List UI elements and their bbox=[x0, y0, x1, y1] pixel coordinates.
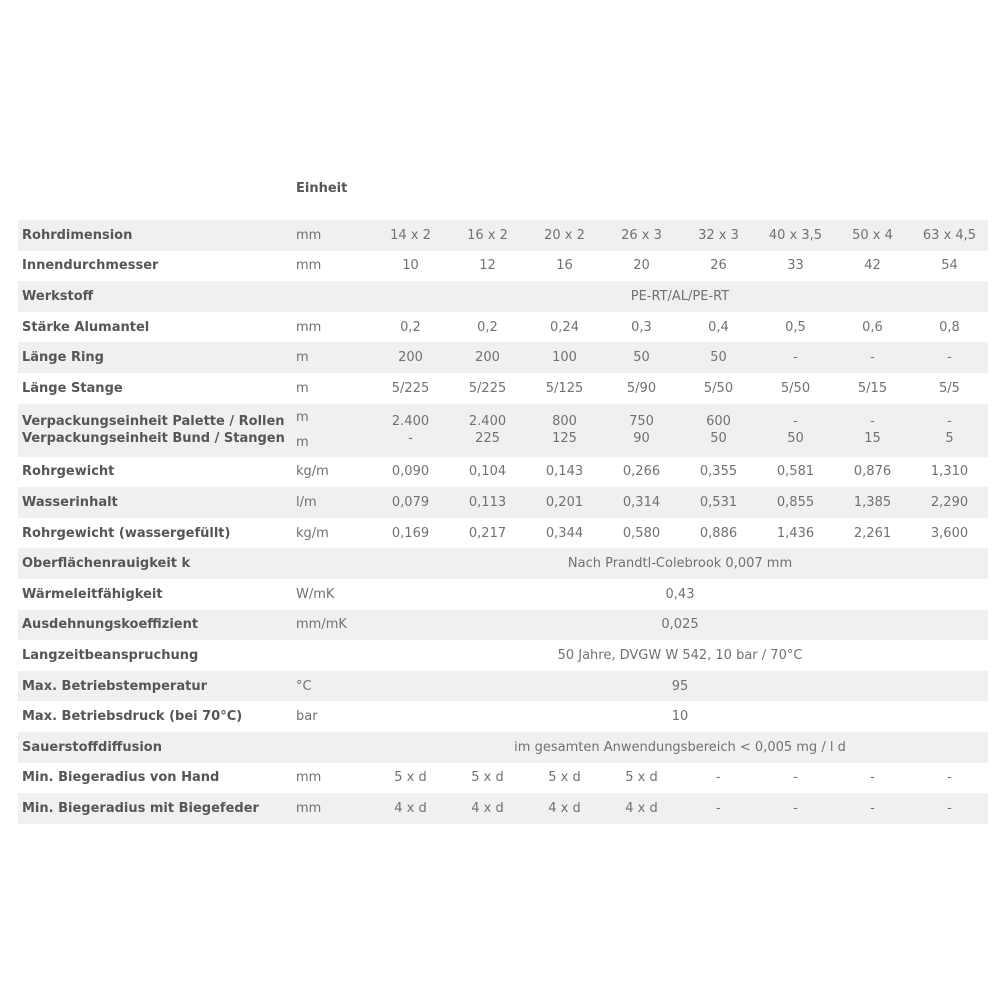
table-row bbox=[18, 793, 988, 824]
cell-value bbox=[911, 251, 988, 282]
cell-value bbox=[911, 487, 988, 518]
span-value bbox=[372, 548, 988, 579]
row-unit bbox=[292, 373, 372, 404]
row-unit bbox=[292, 793, 372, 824]
cell-value bbox=[372, 251, 449, 282]
row-label bbox=[18, 312, 292, 343]
row-unit-text: m bbox=[296, 409, 309, 425]
table-row bbox=[18, 404, 988, 457]
row-label bbox=[18, 404, 292, 457]
row-label bbox=[18, 671, 292, 702]
cell-value-text: 0,314 bbox=[622, 494, 661, 510]
cell-value bbox=[526, 487, 603, 518]
row-unit-text: m bbox=[296, 434, 309, 450]
row-unit-text: mm/mK bbox=[296, 617, 347, 633]
cell-value-text: 3,600 bbox=[930, 525, 969, 541]
cell-value bbox=[834, 793, 911, 824]
cell-value bbox=[680, 220, 757, 251]
cell-value-text: 0,079 bbox=[391, 494, 430, 510]
cell-value bbox=[680, 342, 757, 373]
cell-value-text: 0,3 bbox=[631, 319, 652, 335]
cell-value-text: 12 bbox=[479, 258, 496, 274]
cell-value bbox=[449, 220, 526, 251]
cell-value bbox=[911, 763, 988, 794]
cell-value-text: 0,886 bbox=[699, 525, 738, 541]
row-unit bbox=[292, 281, 372, 312]
cell-value bbox=[680, 763, 757, 794]
cell-value bbox=[526, 404, 603, 457]
row-unit bbox=[292, 487, 372, 518]
row-unit-text: mm bbox=[296, 258, 322, 274]
cell-value-text: 5 x d bbox=[394, 770, 427, 786]
cell-value-text: 0,24 bbox=[550, 319, 579, 335]
cell-value-text: 16 bbox=[556, 258, 573, 274]
row-label-text: Max. Betriebstemperatur bbox=[22, 678, 207, 694]
row-label-text: Rohrdimension bbox=[22, 227, 133, 243]
row-label bbox=[18, 793, 292, 824]
row-label-text: Verpackungseinheit Palette / Rollen bbox=[22, 414, 285, 430]
cell-value bbox=[526, 457, 603, 488]
cell-value-text: 54 bbox=[941, 258, 958, 274]
table-row bbox=[18, 251, 988, 282]
span-value-text: 0,025 bbox=[661, 617, 699, 633]
cell-value bbox=[372, 793, 449, 824]
cell-value-text: 4 x d bbox=[394, 800, 427, 816]
cell-value-text: 100 bbox=[552, 350, 577, 366]
row-unit bbox=[292, 671, 372, 702]
row-unit-text: m bbox=[296, 350, 309, 366]
cell-value-text: 0,090 bbox=[391, 464, 430, 480]
row-unit-text: mm bbox=[296, 800, 322, 816]
cell-value bbox=[372, 518, 449, 549]
cell-value bbox=[603, 220, 680, 251]
cell-value bbox=[603, 373, 680, 404]
cell-value bbox=[834, 342, 911, 373]
row-label bbox=[18, 610, 292, 641]
cell-value-text: - bbox=[947, 414, 952, 430]
row-label bbox=[18, 579, 292, 610]
cell-value bbox=[911, 220, 988, 251]
cell-value-text: 0,169 bbox=[391, 525, 430, 541]
cell-value bbox=[757, 342, 834, 373]
cell-value bbox=[526, 220, 603, 251]
row-unit-text: l/m bbox=[296, 494, 317, 510]
cell-value-text: 0,2 bbox=[477, 319, 498, 335]
cell-value bbox=[526, 312, 603, 343]
cell-value-text: - bbox=[947, 350, 952, 366]
cell-value bbox=[603, 312, 680, 343]
cell-value-text: 20 bbox=[633, 258, 650, 274]
row-unit bbox=[292, 220, 372, 251]
cell-value bbox=[911, 793, 988, 824]
cell-value bbox=[526, 518, 603, 549]
cell-value-text: - bbox=[793, 414, 798, 430]
table-row bbox=[18, 457, 988, 488]
table-row bbox=[18, 487, 988, 518]
cell-value-text: - bbox=[947, 800, 952, 816]
cell-value-text: 33 bbox=[787, 258, 804, 274]
cell-value bbox=[757, 251, 834, 282]
cell-value bbox=[526, 373, 603, 404]
cell-value bbox=[680, 793, 757, 824]
cell-value-text: 20 x 2 bbox=[544, 227, 585, 243]
cell-value-text: 15 bbox=[864, 431, 881, 447]
span-value-text: im gesamten Anwendungsbereich < 0,005 mg / l d bbox=[514, 739, 846, 755]
row-unit-text: °C bbox=[296, 678, 312, 694]
cell-value bbox=[757, 220, 834, 251]
cell-value-text: 200 bbox=[475, 350, 500, 366]
row-label-text: Länge Ring bbox=[22, 350, 104, 366]
cell-value bbox=[757, 487, 834, 518]
cell-value-text: - bbox=[870, 414, 875, 430]
cell-value-text: 4 x d bbox=[548, 800, 581, 816]
cell-value bbox=[834, 373, 911, 404]
cell-value bbox=[757, 763, 834, 794]
cell-value bbox=[834, 763, 911, 794]
cell-value bbox=[526, 251, 603, 282]
cell-value bbox=[680, 404, 757, 457]
cell-value-text: 42 bbox=[864, 258, 881, 274]
row-label-text: Länge Stange bbox=[22, 380, 123, 396]
table-row bbox=[18, 732, 988, 763]
cell-value bbox=[372, 312, 449, 343]
row-unit-text: mm bbox=[296, 319, 322, 335]
cell-value-text: 5/5 bbox=[939, 380, 960, 396]
row-label-text: Innendurchmesser bbox=[22, 258, 159, 274]
row-unit bbox=[292, 518, 372, 549]
cell-value bbox=[372, 342, 449, 373]
cell-value bbox=[449, 373, 526, 404]
row-unit-text: mm bbox=[296, 227, 322, 243]
span-value bbox=[372, 732, 988, 763]
cell-value-text: 5/50 bbox=[780, 380, 811, 396]
cell-value-text: 5/125 bbox=[545, 380, 584, 396]
cell-value-text: - bbox=[870, 800, 875, 816]
cell-value-text: 0,8 bbox=[939, 319, 960, 335]
row-label-text: Min. Biegeradius von Hand bbox=[22, 770, 220, 786]
row-unit bbox=[292, 251, 372, 282]
cell-value bbox=[757, 518, 834, 549]
cell-value-text: 0,143 bbox=[545, 464, 584, 480]
cell-value-text: 26 bbox=[710, 258, 727, 274]
row-unit-text: kg/m bbox=[296, 525, 329, 541]
cell-value-text: 600 bbox=[706, 414, 731, 430]
row-unit bbox=[292, 579, 372, 610]
table-row bbox=[18, 342, 988, 373]
cell-value-text: 0,5 bbox=[785, 319, 806, 335]
row-unit bbox=[292, 701, 372, 732]
cell-value-text: 26 x 3 bbox=[621, 227, 662, 243]
row-unit-text: W/mK bbox=[296, 586, 335, 602]
cell-value-text: 0,581 bbox=[776, 464, 815, 480]
table-row bbox=[18, 373, 988, 404]
cell-value bbox=[449, 487, 526, 518]
cell-value bbox=[372, 220, 449, 251]
cell-value bbox=[911, 404, 988, 457]
row-label bbox=[18, 487, 292, 518]
spec-table bbox=[18, 220, 988, 824]
cell-value-text: - bbox=[793, 770, 798, 786]
span-value-text: PE-RT/AL/PE-RT bbox=[630, 288, 730, 304]
cell-value-text: 5/90 bbox=[626, 380, 657, 396]
cell-value bbox=[680, 373, 757, 404]
table-row bbox=[18, 548, 988, 579]
cell-value-text: - bbox=[716, 800, 721, 816]
table-row bbox=[18, 518, 988, 549]
row-label-text: Rohrgewicht bbox=[22, 464, 115, 480]
table-row bbox=[18, 220, 988, 251]
cell-value bbox=[911, 457, 988, 488]
cell-value bbox=[834, 457, 911, 488]
cell-value-text: 16 x 2 bbox=[467, 227, 508, 243]
cell-value-text: - bbox=[793, 350, 798, 366]
cell-value bbox=[834, 487, 911, 518]
row-label bbox=[18, 548, 292, 579]
row-unit bbox=[292, 548, 372, 579]
cell-value bbox=[680, 251, 757, 282]
row-label-text: Verpackungseinheit Bund / Stangen bbox=[22, 431, 285, 447]
cell-value-text: 5/15 bbox=[857, 380, 888, 396]
cell-value-text: 1,310 bbox=[930, 464, 969, 480]
cell-value-text: 40 x 3,5 bbox=[768, 227, 823, 243]
row-label-text: Ausdehnungskoeffizient bbox=[22, 617, 199, 633]
cell-value bbox=[526, 763, 603, 794]
cell-value-text: 0,104 bbox=[468, 464, 507, 480]
cell-value bbox=[834, 404, 911, 457]
row-label-text: Stärke Alumantel bbox=[22, 319, 150, 335]
cell-value bbox=[603, 251, 680, 282]
cell-value bbox=[449, 404, 526, 457]
cell-value-text: 4 x d bbox=[625, 800, 658, 816]
cell-value bbox=[757, 793, 834, 824]
row-unit-text: m bbox=[296, 380, 309, 396]
cell-value bbox=[834, 312, 911, 343]
cell-value-text: 2,290 bbox=[930, 494, 969, 510]
row-label-text: Min. Biegeradius mit Biegefeder bbox=[22, 800, 259, 816]
cell-value bbox=[449, 312, 526, 343]
cell-value-text: 0,4 bbox=[708, 319, 729, 335]
cell-value-text: 200 bbox=[398, 350, 423, 366]
cell-value bbox=[449, 763, 526, 794]
cell-value-text: 0,6 bbox=[862, 319, 883, 335]
cell-value-text: 225 bbox=[475, 431, 500, 447]
row-label-text: Langzeitbeanspruchung bbox=[22, 647, 199, 663]
row-label bbox=[18, 518, 292, 549]
row-unit-text: kg/m bbox=[296, 464, 329, 480]
row-label bbox=[18, 763, 292, 794]
row-label-text: Wärmeleitfähigkeit bbox=[22, 586, 163, 602]
cell-value bbox=[603, 763, 680, 794]
cell-value-text: 50 x 4 bbox=[852, 227, 893, 243]
cell-value-text: 2.400 bbox=[391, 414, 430, 430]
cell-value bbox=[526, 342, 603, 373]
span-value bbox=[372, 671, 988, 702]
row-label bbox=[18, 640, 292, 671]
table-row bbox=[18, 671, 988, 702]
span-value bbox=[372, 579, 988, 610]
span-value bbox=[372, 701, 988, 732]
cell-value-text: 1,436 bbox=[776, 525, 815, 541]
cell-value bbox=[911, 312, 988, 343]
cell-value-text: 50 bbox=[710, 350, 727, 366]
cell-value bbox=[372, 763, 449, 794]
cell-value bbox=[757, 457, 834, 488]
cell-value-text: 2,261 bbox=[853, 525, 892, 541]
cell-value-text: - bbox=[870, 770, 875, 786]
cell-value bbox=[449, 251, 526, 282]
cell-value-text: 1,385 bbox=[853, 494, 892, 510]
cell-value-text: 0,113 bbox=[468, 494, 507, 510]
cell-value-text: 800 bbox=[552, 414, 577, 430]
row-unit bbox=[292, 457, 372, 488]
cell-value bbox=[680, 312, 757, 343]
table-row bbox=[18, 312, 988, 343]
cell-value-text: 50 bbox=[710, 431, 727, 447]
span-value-text: 50 Jahre, DVGW W 542, 10 bar / 70°C bbox=[557, 647, 803, 663]
row-unit bbox=[292, 342, 372, 373]
row-unit bbox=[292, 404, 372, 457]
row-unit bbox=[292, 732, 372, 763]
cell-value bbox=[372, 404, 449, 457]
cell-value-text: 125 bbox=[552, 431, 577, 447]
cell-value bbox=[603, 342, 680, 373]
row-unit bbox=[292, 312, 372, 343]
cell-value bbox=[757, 373, 834, 404]
span-value bbox=[372, 610, 988, 641]
cell-value bbox=[834, 251, 911, 282]
cell-value-text: 50 bbox=[787, 431, 804, 447]
span-value bbox=[372, 640, 988, 671]
table-row bbox=[18, 763, 988, 794]
cell-value bbox=[449, 342, 526, 373]
row-label bbox=[18, 457, 292, 488]
table-row bbox=[18, 579, 988, 610]
cell-value-text: 5/50 bbox=[703, 380, 734, 396]
cell-value-text: 5 bbox=[945, 431, 954, 447]
cell-value-text: - bbox=[870, 350, 875, 366]
row-unit-text: bar bbox=[296, 709, 318, 725]
cell-value-text: 0,217 bbox=[468, 525, 507, 541]
row-label-text: Werkstoff bbox=[22, 288, 94, 304]
row-label-text: Max. Betriebsdruck (bei 70°C) bbox=[22, 709, 243, 725]
cell-value bbox=[834, 518, 911, 549]
cell-value bbox=[680, 487, 757, 518]
cell-value bbox=[449, 518, 526, 549]
cell-value-text: 0,876 bbox=[853, 464, 892, 480]
row-label-text: Sauerstoffdiffusion bbox=[22, 739, 162, 755]
unit-column-header: Einheit bbox=[296, 181, 348, 196]
cell-value-text: 63 x 4,5 bbox=[922, 227, 977, 243]
cell-value bbox=[680, 457, 757, 488]
cell-value bbox=[449, 793, 526, 824]
row-label bbox=[18, 281, 292, 312]
cell-value bbox=[603, 404, 680, 457]
cell-value-text: - bbox=[716, 770, 721, 786]
cell-value bbox=[603, 487, 680, 518]
cell-value-text: 0,355 bbox=[699, 464, 738, 480]
span-value-text: 0,43 bbox=[665, 586, 695, 602]
cell-value bbox=[526, 793, 603, 824]
cell-value-text: 2.400 bbox=[468, 414, 507, 430]
cell-value bbox=[911, 342, 988, 373]
table-row bbox=[18, 640, 988, 671]
cell-value-text: 14 x 2 bbox=[390, 227, 431, 243]
row-label bbox=[18, 373, 292, 404]
cell-value bbox=[911, 373, 988, 404]
cell-value-text: 0,344 bbox=[545, 525, 584, 541]
cell-value-text: 5/225 bbox=[391, 380, 430, 396]
cell-value-text: 10 bbox=[402, 258, 419, 274]
cell-value-text: 0,531 bbox=[699, 494, 738, 510]
cell-value bbox=[834, 220, 911, 251]
row-unit bbox=[292, 610, 372, 641]
row-unit bbox=[292, 763, 372, 794]
row-unit bbox=[292, 640, 372, 671]
cell-value bbox=[372, 487, 449, 518]
span-value-text: 10 bbox=[671, 709, 689, 725]
span-value-text: 95 bbox=[671, 678, 689, 694]
span-value bbox=[372, 281, 988, 312]
row-unit-text: mm bbox=[296, 770, 322, 786]
cell-value-text: 750 bbox=[629, 414, 654, 430]
cell-value-text: 5/225 bbox=[468, 380, 507, 396]
table-row bbox=[18, 281, 988, 312]
cell-value-text: 5 x d bbox=[471, 770, 504, 786]
span-value-text: Nach Prandtl-Colebrook 0,007 mm bbox=[567, 556, 793, 572]
cell-value-text: - bbox=[408, 431, 413, 447]
row-label-text: Rohrgewicht (wassergefüllt) bbox=[22, 525, 231, 541]
cell-value-text: 4 x d bbox=[471, 800, 504, 816]
cell-value bbox=[372, 373, 449, 404]
table-row bbox=[18, 610, 988, 641]
cell-value bbox=[680, 518, 757, 549]
row-label bbox=[18, 220, 292, 251]
cell-value bbox=[757, 404, 834, 457]
cell-value bbox=[603, 457, 680, 488]
row-label-text: Wasserinhalt bbox=[22, 494, 118, 510]
cell-value-text: - bbox=[947, 770, 952, 786]
row-label-text: Oberflächenrauigkeit k bbox=[22, 556, 191, 572]
cell-value-text: 5 x d bbox=[548, 770, 581, 786]
cell-value-text: 32 x 3 bbox=[698, 227, 739, 243]
cell-value-text: 0,266 bbox=[622, 464, 661, 480]
row-label bbox=[18, 342, 292, 373]
cell-value bbox=[603, 518, 680, 549]
table-row bbox=[18, 701, 988, 732]
cell-value-text: 90 bbox=[633, 431, 650, 447]
cell-value bbox=[372, 457, 449, 488]
cell-value-text: - bbox=[793, 800, 798, 816]
cell-value-text: 0,855 bbox=[776, 494, 815, 510]
cell-value-text: 5 x d bbox=[625, 770, 658, 786]
row-label bbox=[18, 251, 292, 282]
row-label bbox=[18, 732, 292, 763]
cell-value bbox=[911, 518, 988, 549]
cell-value bbox=[603, 793, 680, 824]
cell-value-text: 0,201 bbox=[545, 494, 584, 510]
cell-value-text: 0,2 bbox=[400, 319, 421, 335]
cell-value-text: 50 bbox=[633, 350, 650, 366]
cell-value-text: 0,580 bbox=[622, 525, 661, 541]
row-label bbox=[18, 701, 292, 732]
cell-value bbox=[449, 457, 526, 488]
cell-value bbox=[757, 312, 834, 343]
